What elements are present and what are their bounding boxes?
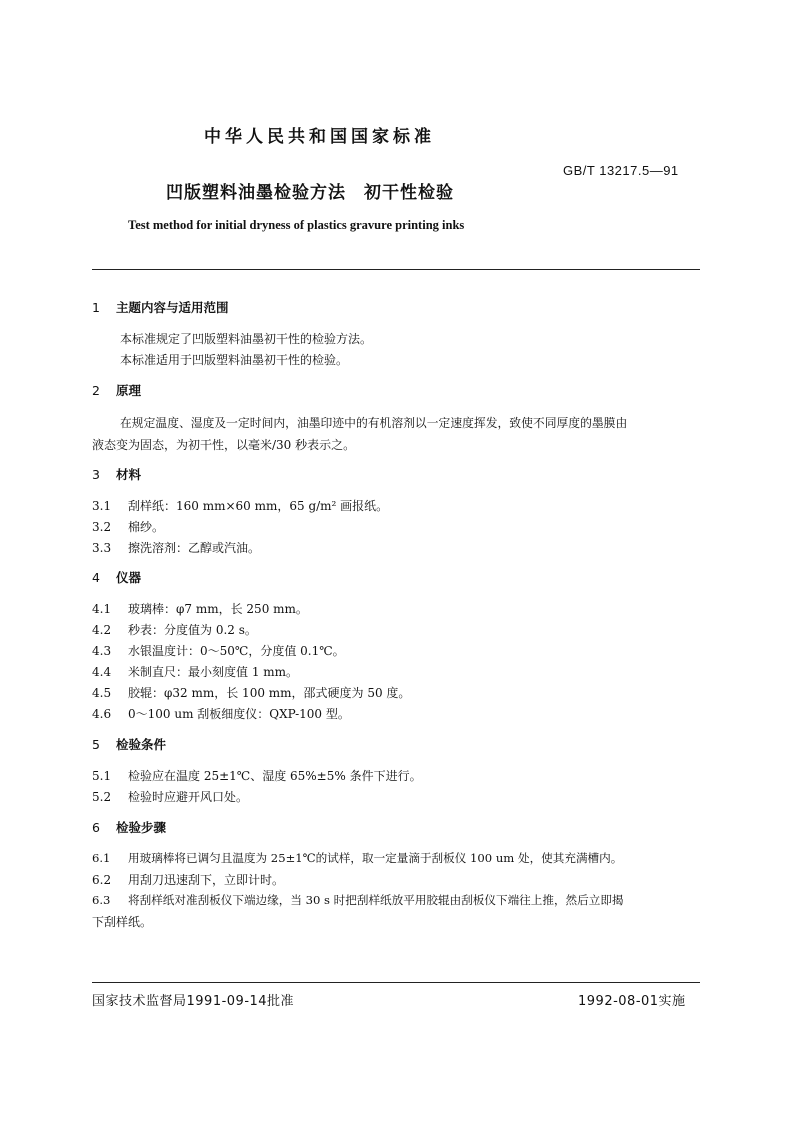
section-2-heading <box>92 381 141 399</box>
section-number: 4 <box>92 570 100 585</box>
section-1-heading <box>92 298 229 316</box>
standard-code: GB/T 13217.5—91 <box>563 163 679 178</box>
footer-divider <box>92 982 700 983</box>
list-item: 5.1 检验应在温度 25±1℃、湿度 65%±5% 条件下进行。 <box>92 769 422 783</box>
list-item: 3.1 刮样纸：160 mm×60 mm，65 g/m² 画报纸。 <box>92 499 389 513</box>
section-title: 原理 <box>116 383 142 398</box>
section-6-heading <box>92 818 166 836</box>
paragraph-continued: 液态变为固态，为初干性，以毫米/30 秒表示之。 <box>92 438 356 452</box>
list-item: 5.2 检验时应避开风口处。 <box>92 790 249 804</box>
document-title-en: Test method for initial dryness of plastics gravure printing inks <box>128 218 465 232</box>
section-number: 3 <box>92 467 100 482</box>
list-item-continued: 下刮样纸。 <box>92 915 153 929</box>
approval-date: 国家技术监督局1991-09-14批准 <box>92 994 295 1009</box>
list-item: 4.5 胶辊：φ32 mm，长 100 mm，邵式硬度为 50 度。 <box>92 686 411 700</box>
section-number: 5 <box>92 737 100 752</box>
paragraph: 在规定温度、湿度及一定时间内，油墨印迹中的有机溶剂以一定速度挥发，致使不同厚度的墨膜由 <box>120 416 628 430</box>
section-number: 2 <box>92 383 100 398</box>
section-number: 1 <box>92 300 100 315</box>
section-5-heading <box>92 735 166 753</box>
section-title: 材料 <box>116 467 142 482</box>
list-item: 4.4 米制直尺：最小刻度值 1 mm。 <box>92 665 299 679</box>
list-item: 6.1 用玻璃棒将已调匀且温度为 25±1℃的试样，取一定量滴于刮板仪 100 um 处，使其充满槽内。 <box>92 851 623 865</box>
document-title-cn: 凹版塑料油墨检验方法 初干性检验 <box>166 183 454 203</box>
list-item: 6.2 用刮刀迅速刮下，立即计时。 <box>92 873 285 887</box>
list-item: 4.2 秒表：分度值为 0.2 s。 <box>92 623 257 637</box>
list-item: 6.3 将刮样纸对准刮板仪下端边缘，当 30 s 时把刮样纸放平用胶辊由刮板仪下端往上推，然后立即揭 <box>92 893 624 907</box>
paragraph: 本标准规定了凹版塑料油墨初干性的检验方法。 <box>120 332 373 346</box>
list-item: 3.3 擦洗溶剂：乙醇或汽油。 <box>92 541 261 555</box>
issuing-authority: 中华人民共和国国家标准 <box>204 127 435 147</box>
paragraph: 本标准适用于凹版塑料油墨初干性的检验。 <box>120 353 349 367</box>
section-title: 主题内容与适用范围 <box>116 300 229 315</box>
list-item: 4.6 0～100 um 刮板细度仪：QXP-100 型。 <box>92 707 350 721</box>
section-title: 仪器 <box>116 570 142 585</box>
effective-date: 1992-08-01实施 <box>578 994 686 1009</box>
header-divider <box>92 269 700 270</box>
list-item: 4.1 玻璃棒：φ7 mm，长 250 mm。 <box>92 602 308 616</box>
section-title: 检验条件 <box>116 737 167 752</box>
section-title: 检验步骤 <box>116 820 167 835</box>
section-3-heading <box>92 465 141 483</box>
list-item: 3.2 棉纱。 <box>92 520 165 534</box>
list-item: 4.3 水银温度计：0～50℃，分度值 0.1℃。 <box>92 644 345 658</box>
section-number: 6 <box>92 820 100 835</box>
section-4-heading <box>92 568 141 586</box>
